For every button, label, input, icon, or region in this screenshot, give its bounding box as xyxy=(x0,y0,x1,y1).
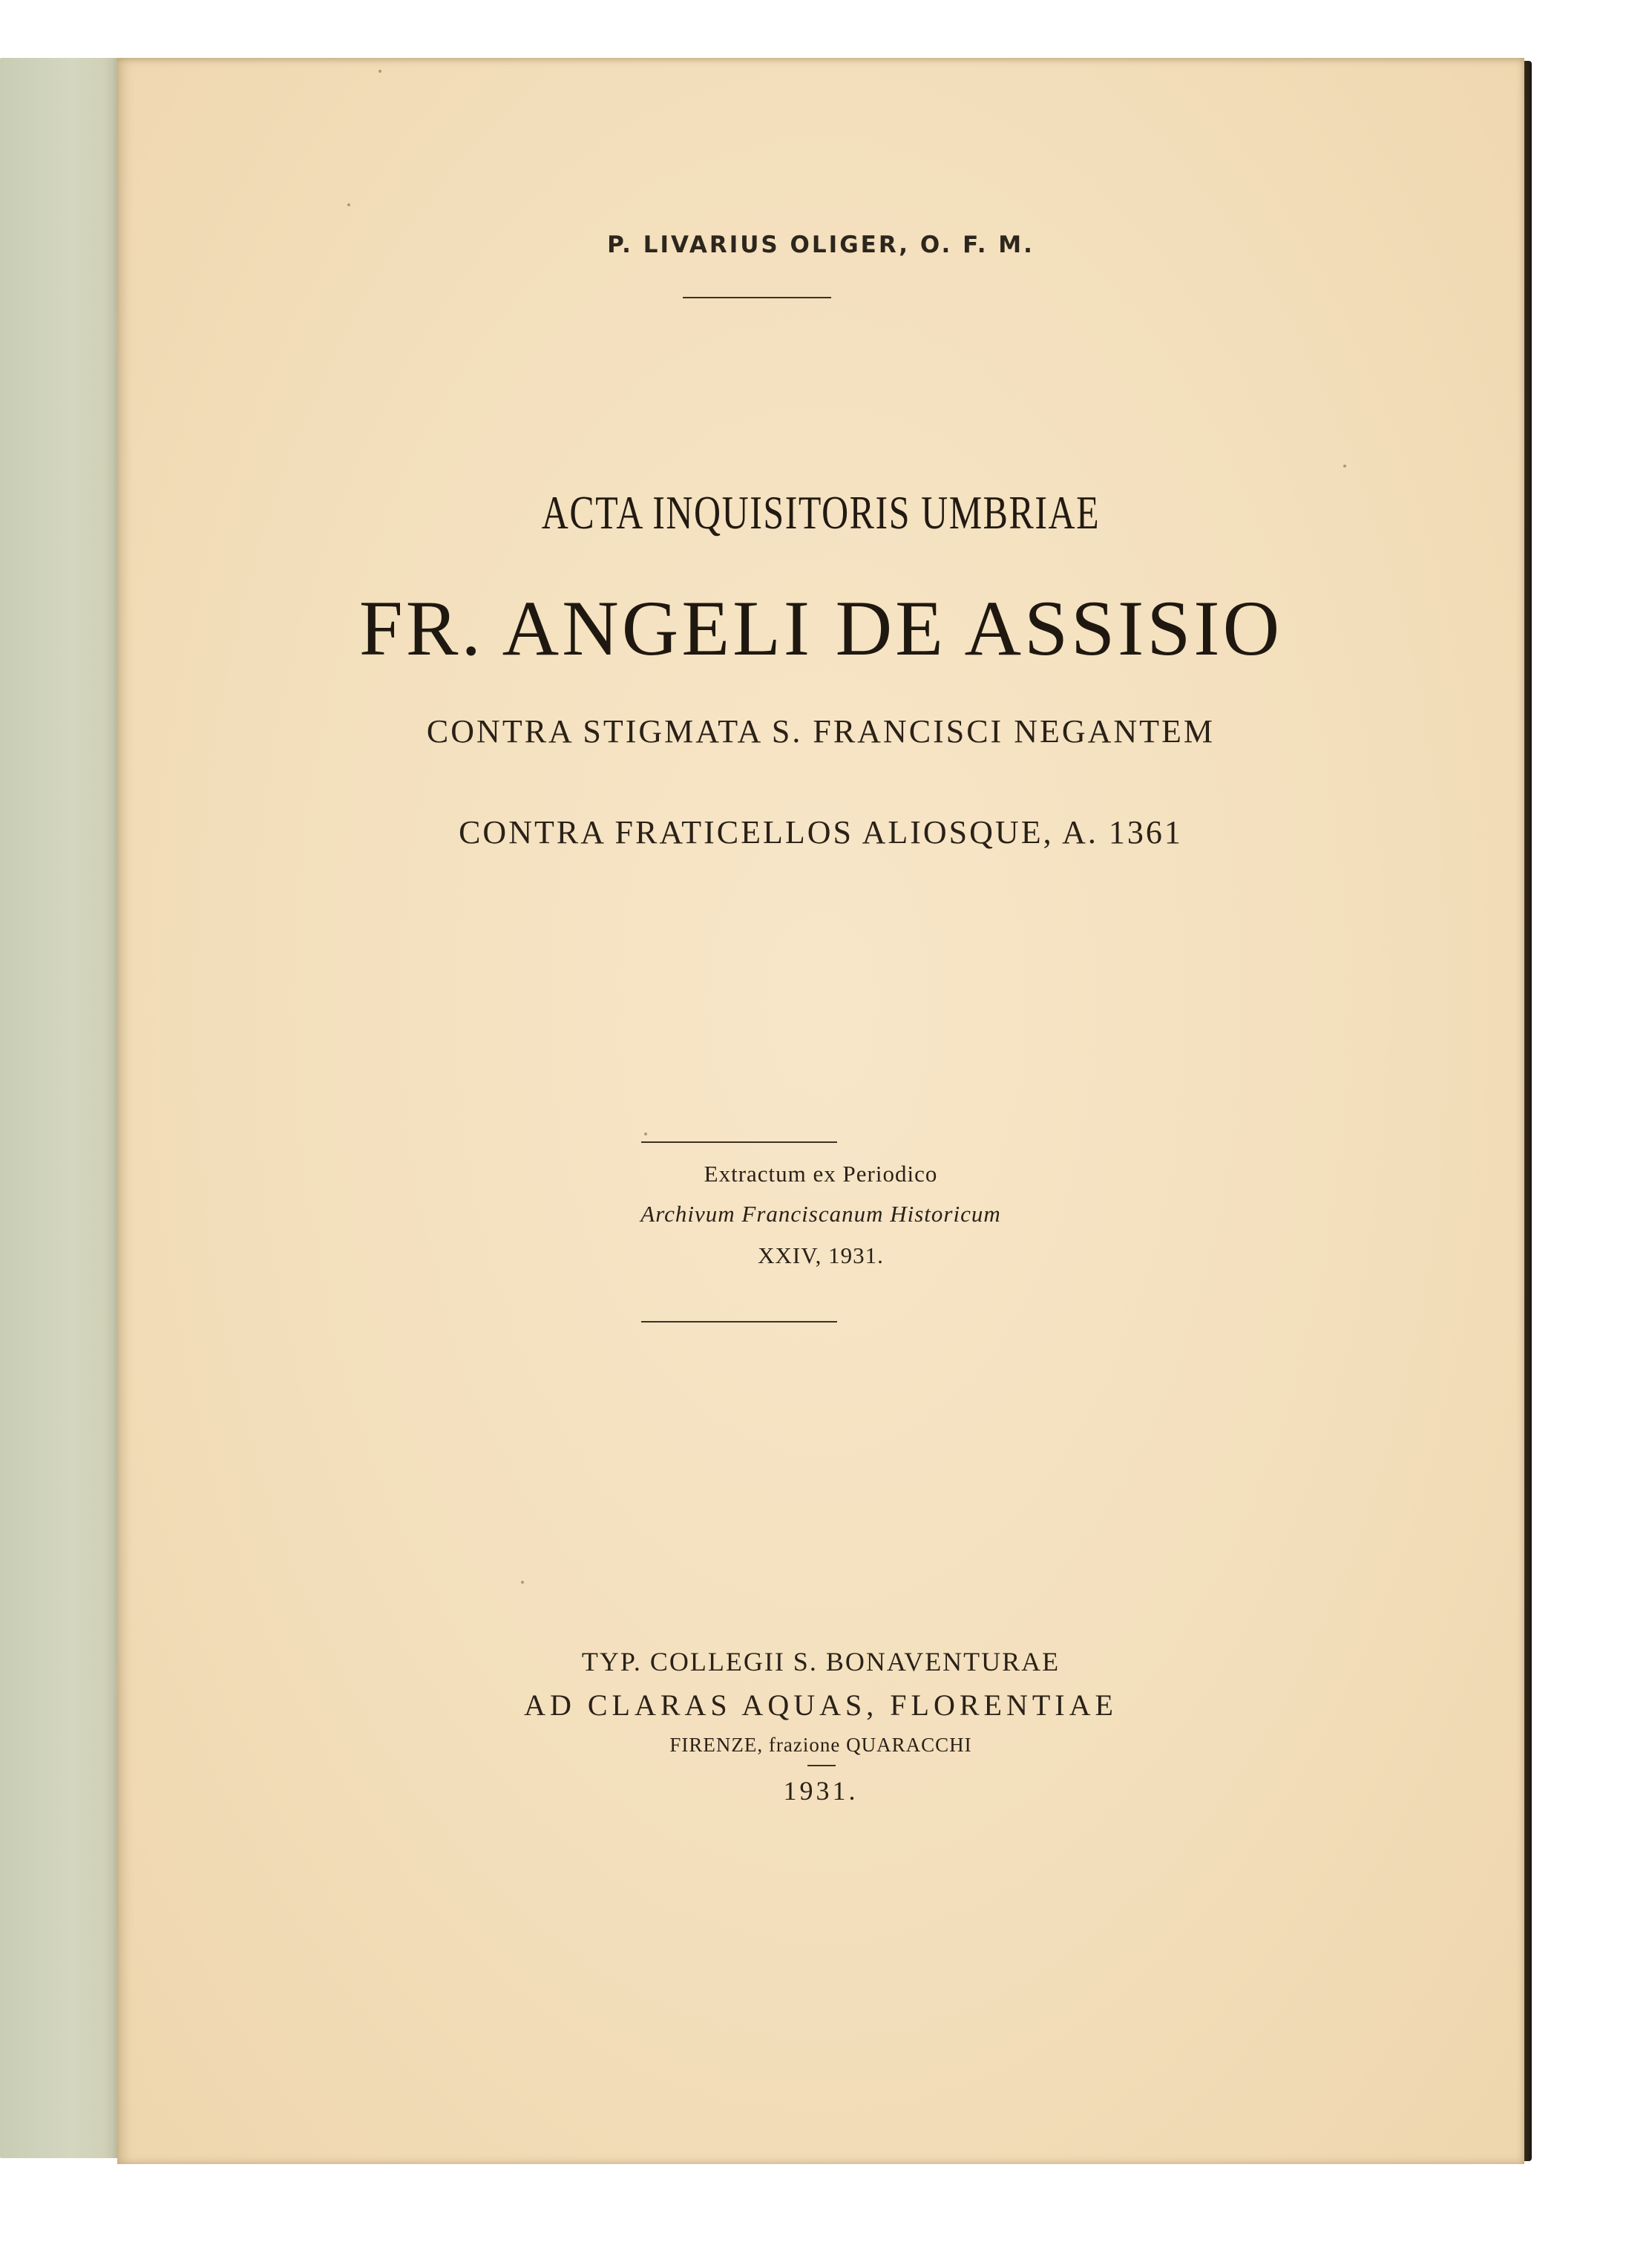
extract-bottom-rule xyxy=(641,1321,837,1323)
subtitle-line-1: CONTRA STIGMATA S. FRANCISCI NEGANTEM xyxy=(426,713,1216,750)
paper-speck xyxy=(1343,465,1346,468)
imprint-line-1: TYP. COLLEGII S. BONAVENTURAE xyxy=(581,1647,1060,1677)
paper-speck xyxy=(521,1581,524,1584)
subtitle-line-2: CONTRA FRATICELLOS ALIOSQUE, A. 1361 xyxy=(459,814,1183,850)
imprint-year: 1931. xyxy=(783,1776,859,1806)
paper-speck xyxy=(378,70,381,73)
author-rule xyxy=(683,297,831,298)
imprint-line-2: AD CLARAS AQUAS, FLORENTIAE xyxy=(524,1688,1118,1722)
paper-speck xyxy=(347,203,350,206)
extract-journal: Archivum Franciscanum Historicum xyxy=(640,1201,1001,1227)
imprint-dash xyxy=(807,1765,836,1766)
extract-top-rule xyxy=(641,1141,837,1143)
author-line: P. LIVARIUS OLIGER, O. F. M. xyxy=(607,232,1035,258)
title-line-1: ACTA INQUISITORIS UMBRIAE xyxy=(541,486,1101,539)
title-page xyxy=(117,58,1524,2164)
imprint-line-3: FIRENZE, frazione QUARACCHI xyxy=(669,1734,972,1756)
paper-speck xyxy=(644,1133,647,1135)
title-line-2: FR. ANGELI DE ASSISIO xyxy=(358,585,1283,672)
extract-line-1: Extractum ex Periodico xyxy=(704,1161,938,1187)
extract-volume: XXIV, 1931. xyxy=(758,1242,884,1268)
